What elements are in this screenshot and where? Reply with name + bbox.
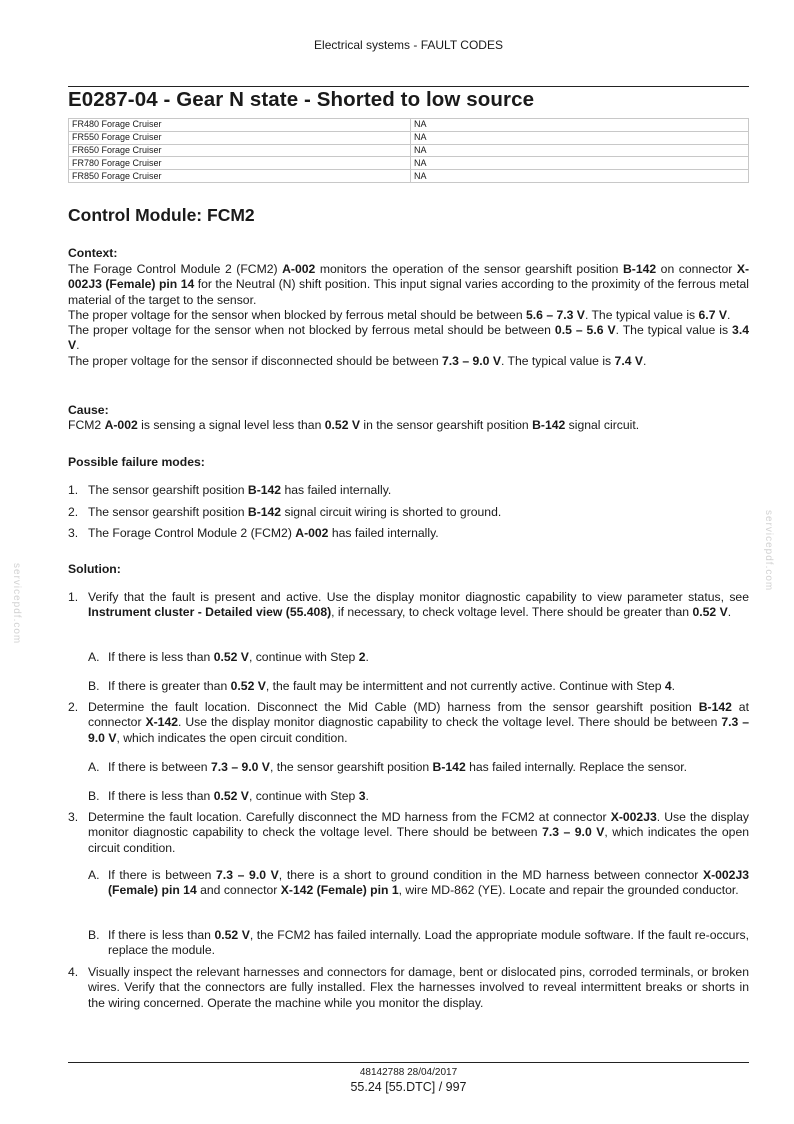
footer-page-number: 55.24 [55.DTC] / 997 [350,1080,467,1094]
text-run: . [727,307,731,322]
module-ref: A-002 [104,418,138,432]
footer-divider [68,1062,749,1063]
voltage-value: 0.52 V [213,650,249,664]
model-value: NA [411,170,749,183]
text-run: The Forage Control Module 2 (FCM2) [68,262,283,276]
model-name: FR780 Forage Cruiser [69,157,411,170]
voltage-value: 7.3 – 9.0 V [542,825,605,840]
step-ref: 4 [664,679,672,693]
substep-letter: B. [88,789,100,803]
connector-ref: X-002J3 [610,810,657,824]
voltage-value: 0.52 V [214,928,250,942]
text-run: If there is less than [108,928,215,942]
table-row [69,131,749,144]
sensor-ref: B-142 [247,483,282,497]
table-row [69,119,749,132]
text-run: , continue with Step [248,650,359,664]
text-run: Verify that the fault is present and active. Use the display monitor diagnostic capability to view parameter status, see [88,590,749,604]
substep-letter: A. [88,868,100,882]
watermark-left: servicepdf.com [11,563,22,645]
substep-letter: A. [88,760,100,774]
watermark-right: servicepdf.com [763,510,774,592]
voltage-value: 7.3 – 9.0 V [88,715,749,745]
voltage-value: 3.4 V [68,323,749,353]
text-run: in the sensor gearshift position [360,418,533,432]
fault-title: E0287-04 - Gear N state - Shorted to low source [68,88,535,111]
text-run: signal circuit wiring is shorted to ground. [281,505,502,519]
voltage-value: 7.3 – 9.0 V [216,868,279,882]
text-run: FCM2 [68,418,105,432]
text-run: , which indicates the open circuit condition. [88,825,750,855]
model-name: FR550 Forage Cruiser [69,131,411,144]
step-number: 3. [68,810,79,824]
title-divider [68,86,749,87]
text-run: The proper voltage for the sensor when not blocked by ferrous metal should be between [68,323,555,338]
text-run: If there is greater than [108,679,231,693]
voltage-value: 0.5 – 5.6 V [554,323,616,338]
context-label: Context: [68,246,118,260]
text-run: , the FCM2 has failed internally. Load the appropriate module software. If the fault re-occurs, replace the module. [108,928,749,958]
sensor-ref: B-142 [247,505,282,519]
document-page [68,0,749,1124]
voltage-value: 5.6 – 7.3 V [525,307,585,322]
text-run: . [727,605,732,620]
text-run: The sensor gearshift position [88,505,248,519]
voltage-value: 0.52 V [230,679,266,693]
module-ref: A-002 [282,262,316,276]
module-ref: A-002 [295,526,329,540]
text-run: , there is a short to ground condition in the MD harness between connector [278,868,703,882]
cause-paragraph [68,418,749,433]
text-run: , continue with Step [248,789,359,803]
step-number: 1. [68,590,79,604]
text-run: , which indicates the open circuit condition. [116,730,348,745]
model-value: NA [411,144,749,157]
text-run: on connector [656,262,737,276]
text-run: The sensor gearshift position [88,483,248,497]
text-run: The Forage Control Module 2 (FCM2) [88,526,296,540]
text-run: If there is less than [108,789,214,803]
text-run: , the fault may be intermittent and not currently active. Continue with Step [265,679,665,693]
failure-modes-label: Possible failure modes: [68,455,205,469]
text-run: , the sensor gearshift position [269,760,433,774]
substep-letter: B. [88,679,100,693]
substep-letter: A. [88,650,100,664]
text-run: . The typical value is [615,323,733,338]
voltage-value: 7.4 V [614,353,644,368]
substep-letter: B. [88,928,100,942]
voltage-value: 0.52 V [692,605,728,620]
sensor-ref: B-142 [532,418,566,432]
text-run: The proper voltage for the sensor when blocked by ferrous metal should be between [68,307,526,322]
text-run: The proper voltage for the sensor if disconnected should be between [68,353,442,368]
model-value: NA [411,131,749,144]
connector-ref: X-142 (Female) pin 1 [280,883,399,898]
voltage-value: 6.7 V [698,307,727,322]
model-name: FR850 Forage Cruiser [69,170,411,183]
model-name: FR650 Forage Cruiser [69,144,411,157]
text-run: . [365,789,369,803]
text-run: is sensing a signal level less than [137,418,325,432]
voltage-value: 7.3 – 9.0 V [210,760,270,774]
text-run: has failed internally. Replace the sensor. [465,760,688,774]
text-run: Determine the fault location. Carefully disconnect the MD harness from the FCM2 at connector [88,810,611,824]
sensor-ref: B-142 [698,700,732,714]
voltage-value: 0.52 V [324,418,360,432]
model-value: NA [411,157,749,170]
item-number: 3. [68,526,79,540]
text-run: , wire MD-862 (YE). Locate and repair the grounded conductor. [398,883,739,898]
connector-ref: X-142 [145,715,179,730]
text-run: . [643,353,647,368]
voltage-value: 0.52 V [213,789,249,803]
step-ref: 2 [358,650,366,664]
item-number: 2. [68,505,79,519]
text-run: . The typical value is [584,307,699,322]
footer-document-id: 48142788 28/04/2017 [359,1067,458,1078]
text-run: . [76,338,80,353]
connector-ref: X-002J3 (Female) pin 14 [68,262,749,292]
table-row [69,170,749,183]
step-number: 4. [68,965,79,979]
text-run: has failed internally. [328,526,439,540]
text-run: Visually inspect the relevant harnesses and connectors for damage, bent or dislocated pins, corroded terminals, or broken wires. Verify that the connectors are fully installed. Flex the harnesses involved to reveal intermittent breaks or shorts in the wiring concerned. Operate the machine while you monitor the display. [88,965,749,1010]
text-run: and connector [196,883,281,898]
voltage-value: 7.3 – 9.0 V [442,353,501,368]
cross-reference: Instrument cluster - Detailed view (55.408) [88,605,332,620]
text-run: for the Neutral (N) shift position. This input signal varies according to the proximity of the ferrous metal material of the target to the sensor. [68,277,750,307]
text-run: . [365,650,369,664]
sensor-ref: B-142 [622,262,657,276]
running-header: Electrical systems - FAULT CODES [314,38,503,52]
control-module-heading: Control Module: FCM2 [68,205,255,225]
text-run: monitors the operation of the sensor gearshift position [315,262,623,276]
step-ref: 3 [358,789,366,803]
sensor-ref: B-142 [432,760,466,774]
model-value: NA [411,119,749,132]
text-run: at connector [88,700,749,730]
model-name: FR480 Forage Cruiser [69,119,411,132]
text-run: . Use the display monitor diagnostic capability to check the voltage level. There should be between [178,715,722,730]
text-run: signal circuit. [565,418,640,432]
context-paragraph [68,262,749,369]
text-run: . Use the display monitor diagnostic capability to check the voltage level. There should be between [88,810,749,840]
step-number: 2. [68,700,79,714]
solution-label: Solution: [68,562,121,576]
text-run: , if necessary, to check voltage level. There should be greater than [331,605,693,620]
item-number: 1. [68,483,79,497]
text-run: If there is between [108,760,211,774]
text-run: has failed internally. [281,483,392,497]
text-run: If there is between [108,868,217,882]
text-run: . [671,679,676,693]
text-run: Determine the fault location. Disconnect the Mid Cable (MD) harness from the sensor gearshift position [88,700,699,714]
text-run: If there is less than [108,650,214,664]
text-run: . The typical value is [500,353,615,368]
connector-ref: X-002J3 (Female) pin 14 [108,868,750,898]
cause-label: Cause: [68,403,109,417]
model-applicability-table [68,118,749,183]
table-row [69,144,749,157]
table-row [69,157,749,170]
